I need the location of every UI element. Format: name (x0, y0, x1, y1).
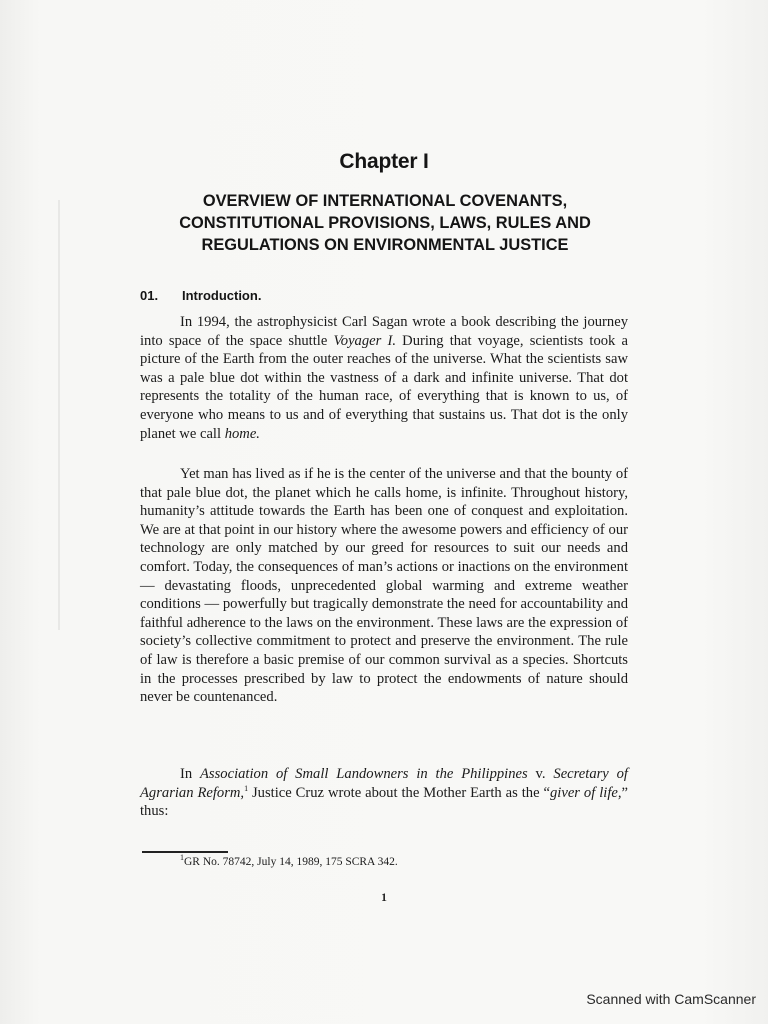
paragraph-1 (140, 313, 628, 453)
paragraph-1-part-2: During that voyage, scientists took a picture of the Earth from the outer reaches of the universe. What the scientists saw was a pale blue dot within the vastness of a dark and infinite universe. That dot represents the totality of the human race, of everything that is known to us, of everyone who means to us and of everything that sustains us. That dot is the only planet we call (140, 332, 629, 442)
paragraph-3-italic-giver-of-life: giver of life, (550, 784, 622, 801)
main-heading-line-1: OVERVIEW OF INTERNATIONAL COVENANTS, (202, 192, 568, 210)
paragraph-1-text (140, 313, 628, 443)
main-heading (110, 190, 660, 256)
paragraph-3-text (140, 765, 628, 821)
section-number: 01. (140, 288, 159, 303)
footnote (180, 853, 398, 868)
section-heading (140, 288, 261, 303)
paragraph-3-part-3: Justice Cruz wrote about the Mother Earth as the “ (248, 784, 550, 801)
main-heading-line-2: CONSTITUTIONAL PROVISIONS, LAWS, RULES AND (179, 214, 591, 232)
paragraph-3-part-2: v. (527, 766, 554, 782)
footnote-text: GR No. 78742, July 14, 1989, 175 SCRA 342. (184, 856, 398, 868)
paragraph-3-italic-case-name: Association of Small Landowners in the Philippines (200, 766, 528, 782)
page-edge-shadow (58, 200, 60, 630)
paragraph-3 (140, 765, 628, 831)
paragraph-2-text: Yet man has lived as if he is the center of the universe and that the bounty of that pale blue dot, the planet which he calls home, is infinite. Throughout history, humanity’s attitude towards the Earth has been one of conquest and exploitation. We are at that point in our history where the awesome powers and efficiency of our technology are only matched by our greed for resources to suit our needs and comfort. Today, the consequences of man’s actions or inactions on the environment — devastating floods, unprecedented global warming and extreme weather conditions — powerfully but tragically demonstrate the need for accountability and faithful adherence to the laws on the environment. These laws are the expression of society’s collective commitment to protect and preserve the environment. The rule of law is therefore a basic premise of our common survival as a species. Shortcuts in the processes prescribed by law to protect the endowments of nature should never be countenanced. (140, 466, 628, 706)
main-heading-line-3: REGULATIONS ON ENVIRONMENTAL JUSTICE (201, 236, 569, 254)
footnote-divider (142, 851, 228, 853)
paragraph-2 (140, 465, 628, 717)
footnote-marker: 1 (180, 853, 184, 863)
paragraph-3-part-1: In (180, 766, 201, 782)
paragraph-1-italic-voyager: Voyager I. (333, 332, 396, 349)
paragraph-3-italic-respondent: Secretary of Agrarian Reform, (140, 766, 628, 801)
footnote-reference: 1 (244, 783, 249, 793)
chapter-title: Chapter I (339, 150, 429, 173)
paragraph-1-italic-home: home. (224, 425, 260, 442)
page-number: 1 (381, 892, 387, 904)
section-title: Introduction. (182, 288, 262, 303)
paragraph-3-part-4: ” thus: (140, 784, 628, 820)
scanner-watermark: Scanned with CamScanner (586, 991, 756, 1007)
paragraph-1-part-1: In 1994, the astrophysicist Carl Sagan wrote a book describing the journey into space of the space shuttle (140, 314, 628, 349)
